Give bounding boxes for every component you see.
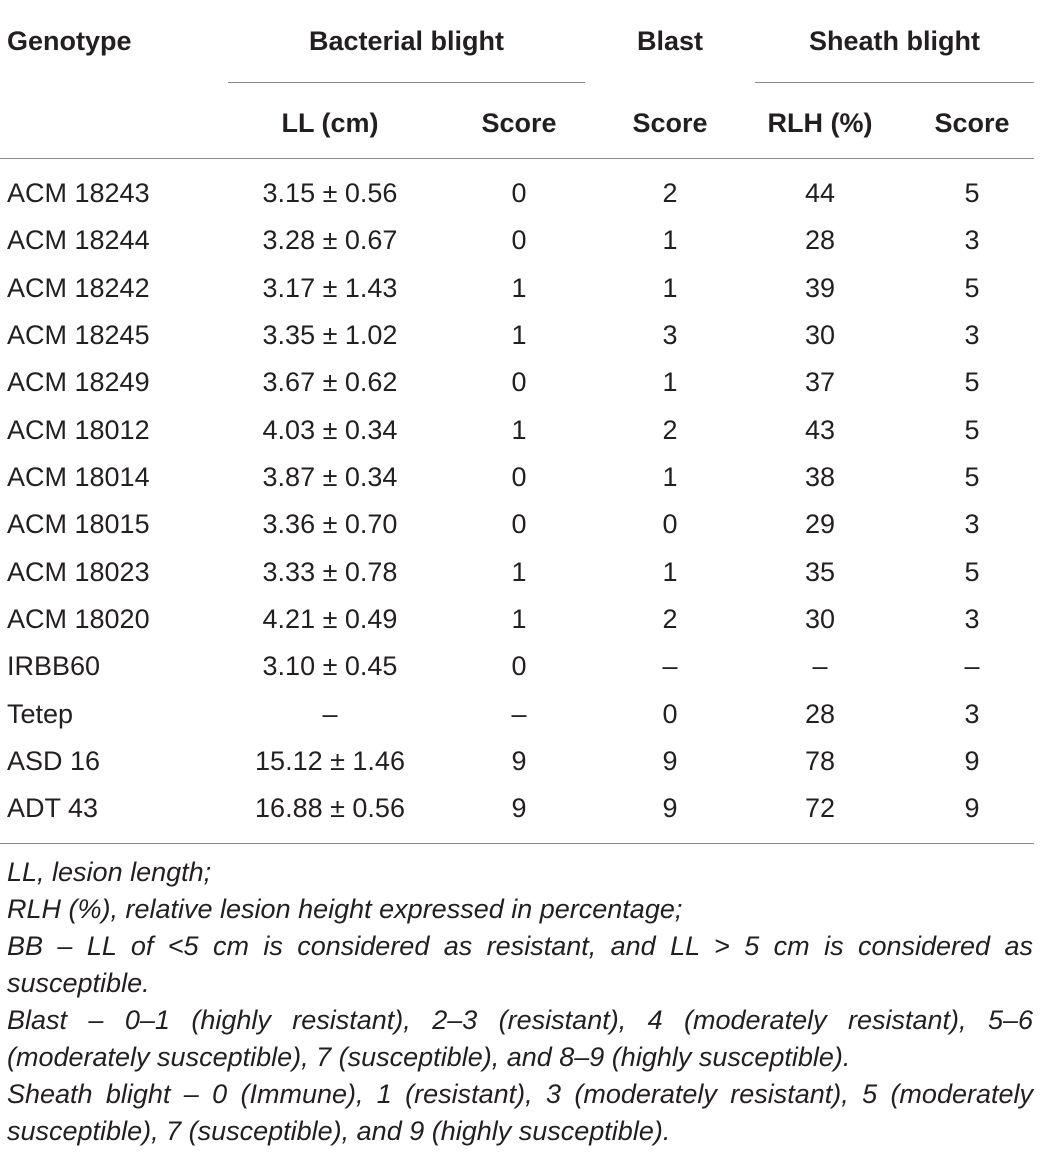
- footnote-rlh: RLH (%), relative lesion height expressed in percentage;: [7, 894, 683, 924]
- sheath-score-cell: 3: [964, 699, 980, 729]
- rlh-cell: –: [812, 651, 828, 681]
- blast-score-cell: 9: [662, 746, 678, 776]
- ll-cell: 3.17 ± 1.43: [262, 273, 398, 303]
- ll-cell: 4.21 ± 0.49: [262, 604, 398, 634]
- footnote-blast: Blast – 0–1 (highly resistant), 2–3 (resistant), 4 (moderately resistant), 5–6 (moderately susceptible), 7 (susceptible), and 8–9 (highly susceptible).: [7, 1005, 1033, 1072]
- sheath-score-cell: 9: [964, 746, 980, 776]
- table-row: [0, 643, 1041, 690]
- bb-score-cell: 0: [511, 462, 527, 492]
- ll-cell: 16.88 ± 0.56: [255, 793, 405, 823]
- bb-score-cell: 1: [511, 415, 527, 445]
- bb-score-cell: 0: [511, 509, 527, 539]
- table-row: [0, 170, 1041, 217]
- bb-score-cell: 9: [511, 746, 527, 776]
- header-blast-score: Score: [632, 108, 708, 138]
- bacterial-blight-spanner-rule: [228, 82, 585, 83]
- header-bottom-rule: [0, 158, 1034, 159]
- bb-score-cell: 9: [511, 793, 527, 823]
- ll-cell: 15.12 ± 1.46: [255, 746, 405, 776]
- table-row: [0, 217, 1041, 264]
- genotype-cell: ACM 18242: [7, 273, 150, 303]
- rlh-cell: 37: [804, 367, 836, 397]
- ll-cell: 3.67 ± 0.62: [262, 367, 398, 397]
- sheath-score-cell: 5: [964, 178, 980, 208]
- sheath-score-cell: 3: [964, 604, 980, 634]
- ll-cell: 3.10 ± 0.45: [262, 651, 398, 681]
- ll-cell: 3.28 ± 0.67: [262, 225, 398, 255]
- genotype-cell: ACM 18012: [7, 415, 150, 445]
- blast-score-cell: 9: [662, 793, 678, 823]
- blast-score-cell: 3: [662, 320, 678, 350]
- ll-cell: 3.15 ± 0.56: [262, 178, 398, 208]
- blast-score-cell: –: [662, 651, 678, 681]
- sheath-score-cell: 9: [964, 793, 980, 823]
- sheath-score-cell: 5: [964, 415, 980, 445]
- header-ll-cm: LL (cm): [281, 108, 379, 138]
- blast-score-cell: 1: [662, 462, 678, 492]
- ll-cell: 3.33 ± 0.78: [262, 557, 398, 587]
- blast-score-cell: 2: [662, 178, 678, 208]
- blast-score-cell: 0: [662, 699, 678, 729]
- ll-cell: 4.03 ± 0.34: [262, 415, 398, 445]
- blast-score-cell: 2: [662, 415, 678, 445]
- blast-score-cell: 0: [662, 509, 678, 539]
- rlh-cell: 29: [804, 509, 836, 539]
- bb-score-cell: 1: [511, 320, 527, 350]
- sheath-score-cell: 5: [964, 462, 980, 492]
- sheath-score-cell: 5: [964, 557, 980, 587]
- genotype-cell: ACM 18249: [7, 367, 150, 397]
- ll-cell: –: [322, 699, 338, 729]
- header-blast: Blast: [636, 26, 704, 56]
- genotype-cell: ASD 16: [7, 746, 101, 776]
- sheath-score-cell: 5: [964, 273, 980, 303]
- blast-score-cell: 1: [662, 367, 678, 397]
- sheath-score-cell: 5: [964, 367, 980, 397]
- table-row: [0, 454, 1041, 501]
- rlh-cell: 38: [804, 462, 836, 492]
- table-footnotes: [7, 854, 1033, 1150]
- ll-cell: 3.36 ± 0.70: [262, 509, 398, 539]
- bb-score-cell: 0: [511, 225, 527, 255]
- footnote-sheath-blight: Sheath blight – 0 (Immune), 1 (resistant), 3 (moderately resistant), 5 (moderately susceptible), 7 (susceptible), and 9 (highly susceptible).: [7, 1079, 1033, 1146]
- genotype-cell: ACM 18243: [7, 178, 150, 208]
- blast-score-cell: 1: [662, 225, 678, 255]
- blast-score-cell: 2: [662, 604, 678, 634]
- bb-score-cell: 1: [511, 557, 527, 587]
- rlh-cell: 28: [804, 699, 836, 729]
- rlh-cell: 35: [804, 557, 836, 587]
- genotype-cell: ACM 18015: [7, 509, 150, 539]
- footnote-bb: BB – LL of <5 cm is considered as resistant, and LL > 5 cm is considered as susceptible.: [7, 931, 1033, 998]
- genotype-cell: ACM 18023: [7, 557, 150, 587]
- bb-score-cell: 0: [511, 651, 527, 681]
- bb-score-cell: 1: [511, 273, 527, 303]
- table-row: [0, 265, 1041, 312]
- rlh-cell: 28: [804, 225, 836, 255]
- header-rlh: RLH (%): [767, 108, 873, 138]
- header-sheath-blight: Sheath blight: [809, 26, 980, 56]
- blast-score-cell: 1: [662, 273, 678, 303]
- bb-score-cell: –: [511, 699, 527, 729]
- table-bottom-rule: [0, 843, 1034, 844]
- bb-score-cell: 0: [511, 178, 527, 208]
- sheath-score-cell: 3: [964, 225, 980, 255]
- genotype-cell: ACM 18245: [7, 320, 150, 350]
- rlh-cell: 30: [804, 604, 836, 634]
- sheath-blight-spanner-rule: [755, 82, 1034, 83]
- genotype-cell: ACM 18020: [7, 604, 150, 634]
- genotype-cell: IRBB60: [7, 651, 101, 681]
- bb-score-cell: 0: [511, 367, 527, 397]
- ll-cell: 3.35 ± 1.02: [262, 320, 398, 350]
- rlh-cell: 78: [804, 746, 836, 776]
- table-row: [0, 407, 1041, 454]
- sheath-score-cell: 3: [964, 320, 980, 350]
- rlh-cell: 44: [804, 178, 836, 208]
- rlh-cell: 30: [804, 320, 836, 350]
- bb-score-cell: 1: [511, 604, 527, 634]
- sheath-score-cell: 3: [964, 509, 980, 539]
- table-row: [0, 549, 1041, 596]
- genotype-cell: Tetep: [7, 699, 74, 729]
- genotype-cell: ACM 18244: [7, 225, 150, 255]
- table-row: [0, 691, 1041, 738]
- ll-cell: 3.87 ± 0.34: [262, 462, 398, 492]
- table-row: [0, 359, 1041, 406]
- table-row: [0, 785, 1041, 832]
- table-row: [0, 312, 1041, 359]
- footnote-ll: LL, lesion length;: [7, 857, 212, 887]
- genotype-cell: ACM 18014: [7, 462, 150, 492]
- rlh-cell: 43: [804, 415, 836, 445]
- header-bacterial-blight: Bacterial blight: [308, 26, 505, 56]
- rlh-cell: 72: [804, 793, 836, 823]
- blast-score-cell: 1: [662, 557, 678, 587]
- table-row: [0, 501, 1041, 548]
- table-row: [0, 596, 1041, 643]
- table-row: [0, 738, 1041, 785]
- sheath-score-cell: –: [964, 651, 980, 681]
- header-sheath-score: Score: [934, 108, 1010, 138]
- header-genotype: Genotype: [7, 26, 132, 56]
- rlh-cell: 39: [804, 273, 836, 303]
- header-bb-score: Score: [481, 108, 557, 138]
- genotype-cell: ADT 43: [7, 793, 99, 823]
